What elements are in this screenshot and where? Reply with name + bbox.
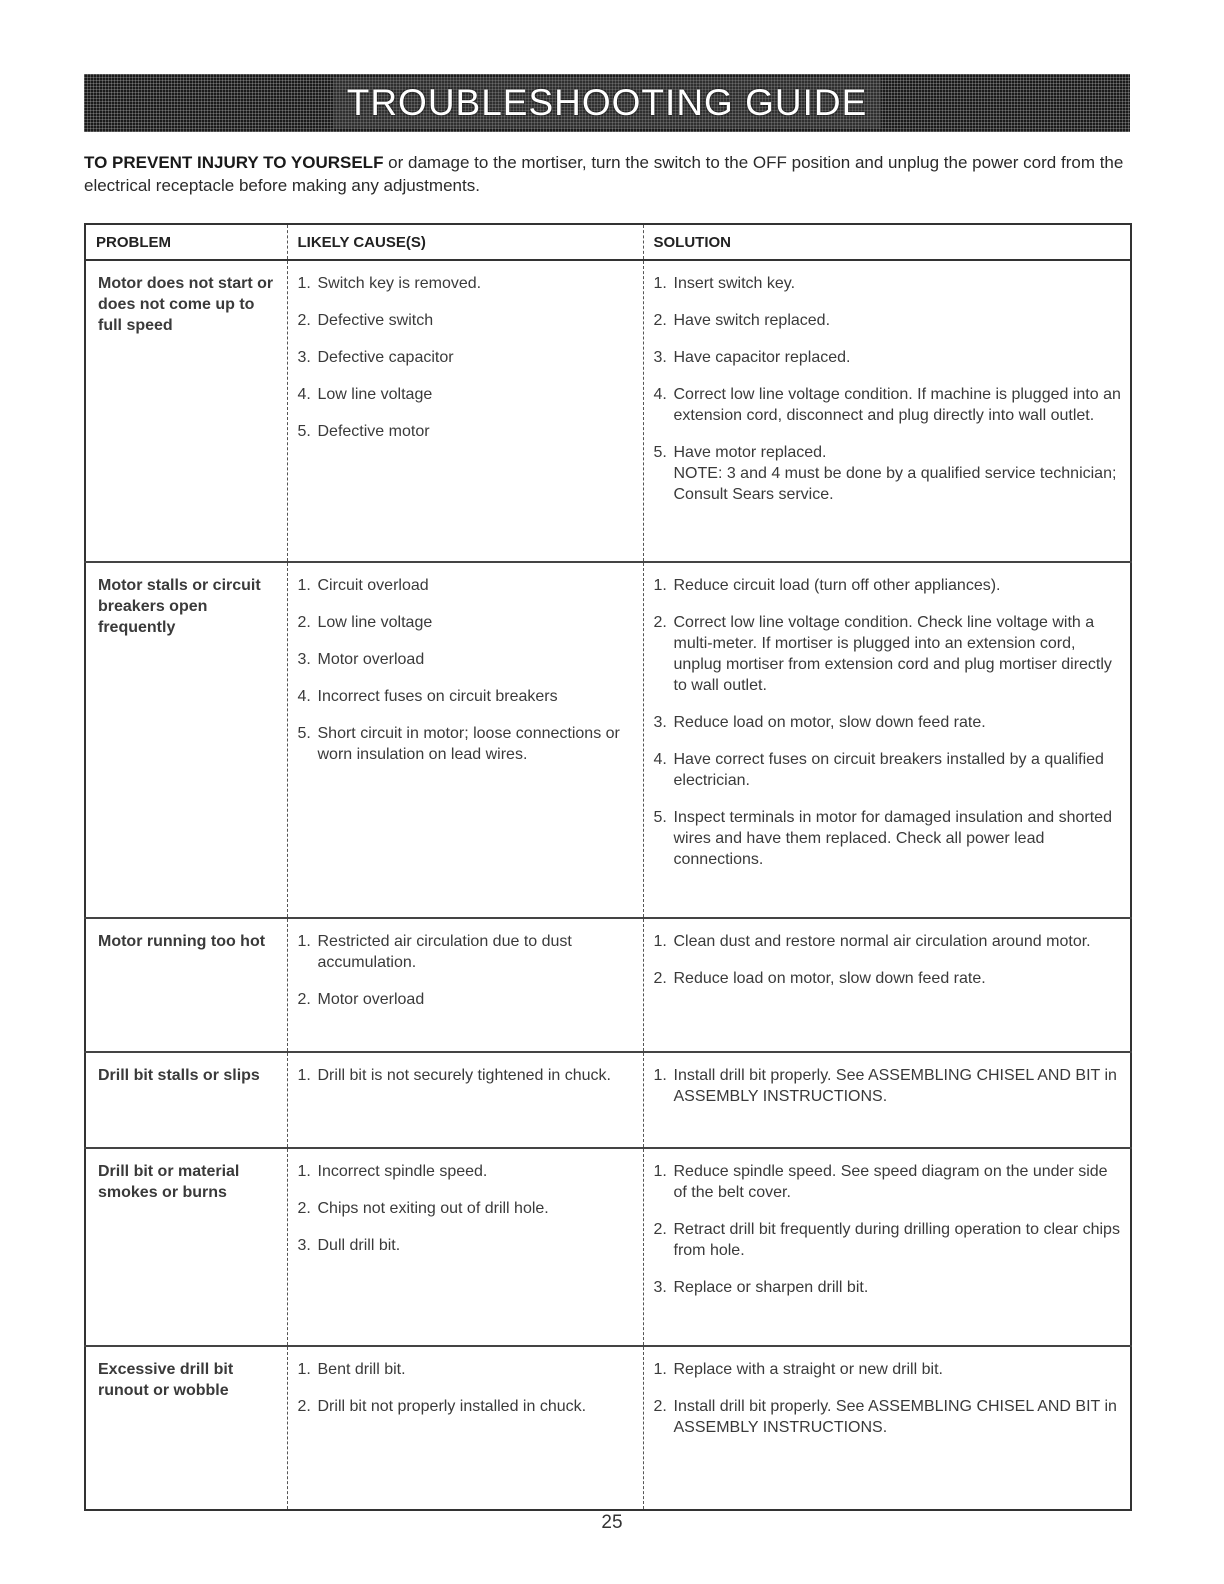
item-number: 1. (653, 577, 667, 594)
cause-cell (287, 260, 643, 562)
solution-item (654, 442, 1123, 505)
cause-item (298, 1198, 635, 1219)
problem-cell: Drill bit stalls or slips (85, 1052, 287, 1148)
item-main-text: Low line voltage (317, 614, 433, 631)
cause-item (298, 575, 635, 596)
item-main-text: Install drill bit properly. See ASSEMBLING CHISEL AND BIT in ASSEMBLY INSTRUCTIONS. (673, 1067, 1117, 1105)
item-text (318, 989, 635, 1010)
item-number: 2. (297, 1200, 311, 1217)
cause-item (298, 347, 635, 368)
item-text (318, 686, 635, 707)
solution-item (654, 347, 1123, 368)
cause-item (298, 1359, 635, 1380)
item-number: 1. (297, 933, 311, 950)
item-main-text: Correct low line voltage condition. If machine is plugged into an extension cord, disconnect and plug directly into wall outlet. (673, 386, 1121, 424)
item-main-text: Retract drill bit frequently during drilling operation to clear chips from hole. (673, 1221, 1120, 1259)
item-number: 1. (653, 1163, 667, 1180)
cause-item (298, 723, 635, 765)
item-text (318, 1161, 635, 1182)
item-main-text: Restricted air circulation due to dust accumulation. (317, 933, 572, 971)
safety-warning (84, 151, 1134, 197)
item-number: 2. (297, 991, 311, 1008)
item-number: 2. (653, 614, 667, 631)
item-number: 4. (653, 386, 667, 403)
item-number: 5. (653, 444, 667, 461)
item-main-text: Motor overload (317, 991, 425, 1008)
solution-item (654, 310, 1123, 331)
item-text (674, 931, 1123, 952)
cause-item (298, 989, 635, 1010)
solution-cell (643, 918, 1131, 1052)
item-text (318, 1235, 635, 1256)
item-number: 2. (653, 312, 667, 329)
item-main-text: Correct low line voltage condition. Check line voltage with a multi-meter. If mortiser is plugged into an extension cord, unplug mortiser from extension cord and plug mortiser directly to wall outlet. (673, 614, 1112, 694)
solution-cell (643, 1052, 1131, 1148)
cause-item (298, 1065, 635, 1086)
solution-item (654, 968, 1123, 989)
item-number: 3. (653, 714, 667, 731)
item-text (318, 1396, 635, 1417)
page-title: TROUBLESHOOTING GUIDE (333, 78, 882, 128)
header-problem: PROBLEM (85, 224, 287, 260)
item-text (318, 347, 635, 368)
warning-text: or damage to the mortiser, turn the switch to the OFF position and unplug the power cord from the electrical receptacle before making any adjustments. (84, 153, 1124, 195)
item-number: 3. (653, 1279, 667, 1296)
item-main-text: Short circuit in motor; loose connections or worn insulation on lead wires. (317, 725, 620, 763)
item-main-text: Defective capacitor (317, 349, 454, 366)
item-number: 4. (653, 751, 667, 768)
item-text (318, 612, 635, 633)
item-number: 3. (297, 349, 311, 366)
item-main-text: Reduce load on motor, slow down feed rate. (673, 970, 986, 987)
item-main-text: Incorrect fuses on circuit breakers (317, 688, 558, 705)
solution-item (654, 384, 1123, 426)
cause-item (298, 612, 635, 633)
item-text (318, 273, 635, 294)
table-row (85, 918, 1131, 1052)
item-text (674, 575, 1123, 596)
item-number: 1. (653, 1067, 667, 1084)
solution-item (654, 1161, 1123, 1203)
item-number: 2. (297, 1398, 311, 1415)
cause-item (298, 649, 635, 670)
item-number: 1. (297, 1361, 311, 1378)
item-number: 1. (653, 275, 667, 292)
solution-item (654, 273, 1123, 294)
item-main-text: Dull drill bit. (317, 1237, 401, 1254)
item-main-text: Reduce load on motor, slow down feed rate. (673, 714, 986, 731)
item-main-text: Low line voltage (317, 386, 433, 403)
item-text (674, 1277, 1123, 1298)
item-text (674, 273, 1123, 294)
problem-cell: Motor stalls or circuit breakers open frequently (85, 562, 287, 918)
item-number: 3. (297, 1237, 311, 1254)
cause-item (298, 273, 635, 294)
item-text (318, 931, 635, 973)
item-note: NOTE: 3 and 4 must be done by a qualified service technician; Consult Sears service. (673, 465, 1117, 503)
item-main-text: Have motor replaced. (673, 444, 827, 461)
item-text (674, 1359, 1123, 1380)
table-row (85, 1346, 1131, 1510)
item-main-text: Bent drill bit. (317, 1361, 406, 1378)
cause-cell (287, 1148, 643, 1346)
item-text (674, 310, 1123, 331)
item-main-text: Clean dust and restore normal air circulation around motor. (673, 933, 1091, 950)
item-text (674, 612, 1123, 696)
item-number: 1. (297, 1067, 311, 1084)
item-main-text: Inspect terminals in motor for damaged insulation and shorted wires and have them replaced. Check all power lead connections. (673, 809, 1112, 868)
problem-cell: Excessive drill bit runout or wobble (85, 1346, 287, 1510)
cause-item (298, 421, 635, 442)
item-main-text: Insert switch key. (673, 275, 796, 292)
item-text (318, 1198, 635, 1219)
problem-cell: Drill bit or material smokes or burns (85, 1148, 287, 1346)
cause-item (298, 1161, 635, 1182)
solution-item (654, 1065, 1123, 1107)
item-number: 5. (297, 423, 311, 440)
item-main-text: Reduce spindle speed. See speed diagram on the under side of the belt cover. (673, 1163, 1108, 1201)
solution-cell (643, 260, 1131, 562)
item-main-text: Install drill bit properly. See ASSEMBLING CHISEL AND BIT in ASSEMBLY INSTRUCTIONS. (673, 1398, 1117, 1436)
item-number: 5. (297, 725, 311, 742)
item-main-text: Replace or sharpen drill bit. (673, 1279, 869, 1296)
cause-cell (287, 562, 643, 918)
item-main-text: Circuit overload (317, 577, 429, 594)
solution-item (654, 931, 1123, 952)
header-likely-causes: LIKELY CAUSE(S) (287, 224, 643, 260)
item-text (674, 1065, 1123, 1107)
solution-cell (643, 562, 1131, 918)
item-number: 2. (653, 1398, 667, 1415)
item-text (674, 807, 1123, 870)
item-text (318, 723, 635, 765)
item-text (674, 1219, 1123, 1261)
item-text (674, 712, 1123, 733)
solution-item (654, 1359, 1123, 1380)
item-number: 1. (297, 577, 311, 594)
item-number: 4. (297, 688, 311, 705)
item-main-text: Defective switch (317, 312, 434, 329)
cause-item (298, 384, 635, 405)
item-text (674, 442, 1123, 505)
item-text (674, 1161, 1123, 1203)
item-text (674, 1396, 1123, 1438)
solution-item (654, 612, 1123, 696)
problem-cell: Motor running too hot (85, 918, 287, 1052)
solution-item (654, 1219, 1123, 1261)
solution-cell (643, 1346, 1131, 1510)
item-text (318, 1065, 635, 1086)
item-text (318, 421, 635, 442)
cause-cell (287, 1346, 643, 1510)
item-text (674, 384, 1123, 426)
item-number: 2. (297, 614, 311, 631)
warning-emphasis: TO PREVENT INJURY TO YOURSELF (84, 153, 384, 172)
table-row (85, 562, 1131, 918)
cause-item (298, 931, 635, 973)
item-text (318, 649, 635, 670)
item-text (318, 1359, 635, 1380)
item-number: 2. (297, 312, 311, 329)
item-main-text: Defective motor (317, 423, 430, 440)
troubleshooting-table (84, 223, 1132, 1511)
header-solution: SOLUTION (643, 224, 1131, 260)
title-banner (84, 74, 1130, 132)
item-number: 1. (653, 1361, 667, 1378)
item-main-text: Incorrect spindle speed. (317, 1163, 488, 1180)
cause-item (298, 1235, 635, 1256)
cause-cell (287, 1052, 643, 1148)
item-number: 4. (297, 386, 311, 403)
cause-item (298, 310, 635, 331)
item-main-text: Reduce circuit load (turn off other appliances). (673, 577, 1001, 594)
item-main-text: Drill bit not properly installed in chuck. (317, 1398, 587, 1415)
item-number: 1. (297, 275, 311, 292)
item-main-text: Motor overload (317, 651, 425, 668)
item-number: 3. (653, 349, 667, 366)
problem-cell: Motor does not start or does not come up to full speed (98, 275, 274, 334)
solution-item (654, 749, 1123, 791)
item-number: 1. (653, 933, 667, 950)
item-main-text: Chips not exiting out of drill hole. (317, 1200, 549, 1217)
item-main-text: Switch key is removed. (317, 275, 482, 292)
item-number: 1. (297, 1163, 311, 1180)
table-row (85, 1148, 1131, 1346)
page-number: 25 (601, 1512, 623, 1533)
item-text (674, 347, 1123, 368)
item-number: 2. (653, 1221, 667, 1238)
item-main-text: Have correct fuses on circuit breakers installed by a qualified electrician. (673, 751, 1104, 789)
solution-item (654, 1277, 1123, 1298)
solution-item (654, 1396, 1123, 1438)
item-main-text: Have switch replaced. (673, 312, 831, 329)
item-number: 2. (653, 970, 667, 987)
item-main-text: Have capacitor replaced. (673, 349, 851, 366)
item-text (674, 968, 1123, 989)
solution-item (654, 712, 1123, 733)
solution-item (654, 575, 1123, 596)
table-header-row (85, 224, 1131, 260)
table-row (85, 1052, 1131, 1148)
solution-cell (643, 1148, 1131, 1346)
item-text (318, 310, 635, 331)
item-text (318, 575, 635, 596)
item-text (674, 749, 1123, 791)
solution-item (654, 807, 1123, 870)
item-main-text: Replace with a straight or new drill bit. (673, 1361, 943, 1378)
item-number: 3. (297, 651, 311, 668)
table-row (85, 260, 1131, 562)
item-number: 5. (653, 809, 667, 826)
cause-item (298, 1396, 635, 1417)
item-text (318, 384, 635, 405)
cause-cell (287, 918, 643, 1052)
cause-item (298, 686, 635, 707)
item-main-text: Drill bit is not securely tightened in chuck. (317, 1067, 611, 1084)
